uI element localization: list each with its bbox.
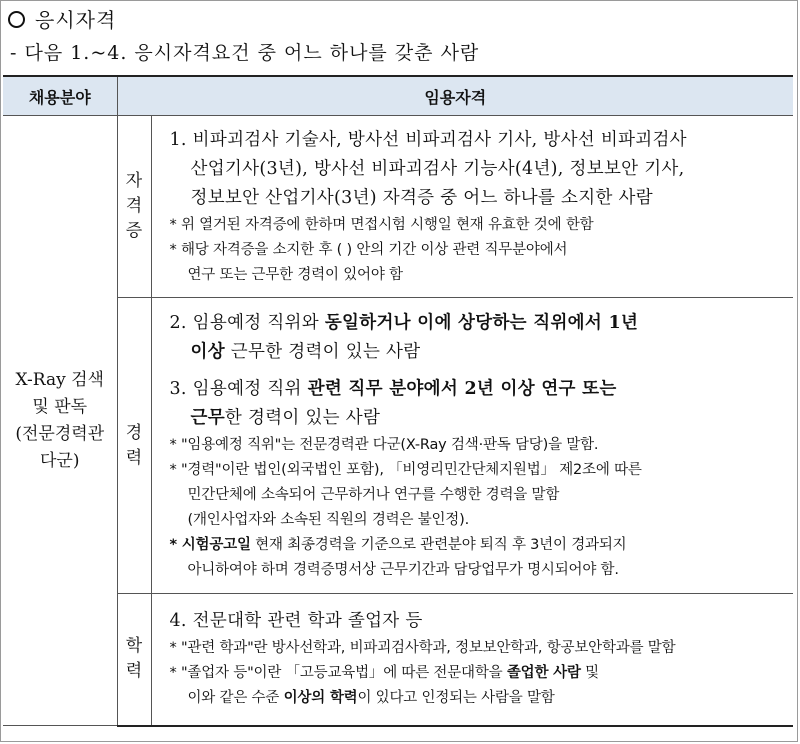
category-char: 력 (125, 661, 143, 682)
note-line (170, 533, 788, 558)
field-line: (전문경력관 (15, 423, 105, 444)
certification-row (3, 116, 793, 298)
note-line: * "관련 학과"란 방사선학과, 비파괴검사학과, 정보보안학과, 항공보안학과를 말함 (169, 640, 676, 657)
note-line: (개인사업자와 소속된 직원의 경력은 불인정). (187, 511, 469, 528)
note-text: 이 있다고 인정되는 사람을 말함 (357, 690, 555, 707)
subtitle: - 다음 1.~4. 응시자격요건 중 어느 하나를 갖춘 사람 (10, 42, 480, 64)
education-row (3, 594, 793, 726)
item-3-text: 3. 임용예정 직위 (169, 378, 308, 399)
note-line (170, 686, 788, 711)
item-1-line: 1. 비파괴검사 기술사, 방사선 비파괴검사 기사, 방사선 비파괴검사 (169, 129, 687, 150)
hollow-circle-bullet-icon (8, 11, 25, 28)
section-title: 응시자격 (35, 8, 117, 32)
item-1 (170, 126, 788, 213)
category-char: 격 (125, 196, 143, 216)
education-notes (170, 636, 788, 711)
item-4: 4. 전문대학 관련 학과 졸업자 등 (169, 611, 423, 632)
item-2-bold: 이상 (190, 341, 225, 362)
category-char: 력 (125, 447, 143, 468)
experience-content (151, 298, 793, 594)
header-qualification: 임용자격 (117, 76, 793, 116)
note-text: * "졸업자 등"이란 「고등교육법」에 따른 전문대학을 (169, 665, 507, 682)
field-line: 다군) (40, 450, 80, 471)
category-char: 학 (125, 636, 143, 657)
education-content (151, 594, 793, 726)
category-char: 증 (125, 221, 143, 241)
category-education (117, 594, 151, 726)
category-certification (117, 116, 151, 298)
note-bold: 졸업한 사람 (506, 665, 581, 682)
item-2 (170, 309, 788, 367)
item-3-bold: 관련 직무 분야에서 2년 이상 연구 또는 (307, 378, 617, 399)
note-bold: * 시험공고일 (169, 536, 251, 553)
item-2-text: 2. 임용예정 직위와 (169, 312, 325, 333)
field-line: X-Ray 검색 (15, 369, 104, 390)
table-header-row (3, 76, 793, 116)
note-line: * "임용예정 직위"는 전문경력관 다군(X-Ray 검색·판독 담당)을 말함. (169, 436, 599, 453)
certification-content (151, 116, 793, 298)
field-line: 및 판독 (32, 396, 88, 417)
qualification-table (3, 75, 793, 727)
note-bold: 이상의 학력 (283, 690, 358, 707)
header-field: 채용분야 (3, 76, 117, 116)
note-line: * "경력"이란 법인(외국법인 포함), 「비영리민간단체지원법」 제2조에 따른 (169, 461, 642, 478)
note-text: 이와 같은 수준 (187, 690, 284, 707)
item-2-text: 근무한 경력이 있는 사람 (224, 341, 421, 362)
note-line: * 해당 자격증을 소지한 후 ( ) 안의 기간 이상 관련 직무분야에서 (169, 241, 568, 258)
category-experience (117, 298, 151, 594)
field-cell (3, 116, 117, 726)
note-line: 민간단체에 소속되어 근무하거나 연구를 수행한 경력을 말함 (187, 486, 560, 503)
item-3-bold: 근무 (190, 407, 225, 428)
note-line: * 위 열거된 자격증에 한하며 면접시험 시행일 현재 유효한 것에 한함 (169, 216, 594, 233)
section-heading (8, 4, 116, 33)
category-char: 자 (125, 171, 143, 191)
item-1-line: 정보보안 산업기사(3년) 자격증 중 어느 하나를 소지한 사람 (190, 187, 653, 208)
item-3 (170, 375, 788, 433)
experience-row (3, 298, 793, 594)
note-line (170, 661, 788, 686)
item-1-line: 산업기사(3년), 방사선 비파괴검사 기능사(4년), 정보보안 기사, (190, 158, 685, 179)
note-line: 연구 또는 근무한 경력이 있어야 함 (187, 266, 403, 283)
experience-notes (170, 433, 788, 583)
item-2-bold: 동일하거나 이에 상당하는 직위에서 1년 (324, 312, 639, 333)
note-text: 및 (580, 665, 599, 682)
note-line: 아니하여야 하며 경력증명서상 근무기간과 담당업무가 명시되어야 함. (187, 561, 619, 578)
item-3-text: 한 경력이 있는 사람 (224, 407, 381, 428)
category-char: 경 (125, 422, 143, 443)
note-text: 현재 최종경력을 기준으로 관련분야 퇴직 후 3년이 경과되지 (250, 536, 627, 553)
certification-notes (170, 213, 788, 288)
